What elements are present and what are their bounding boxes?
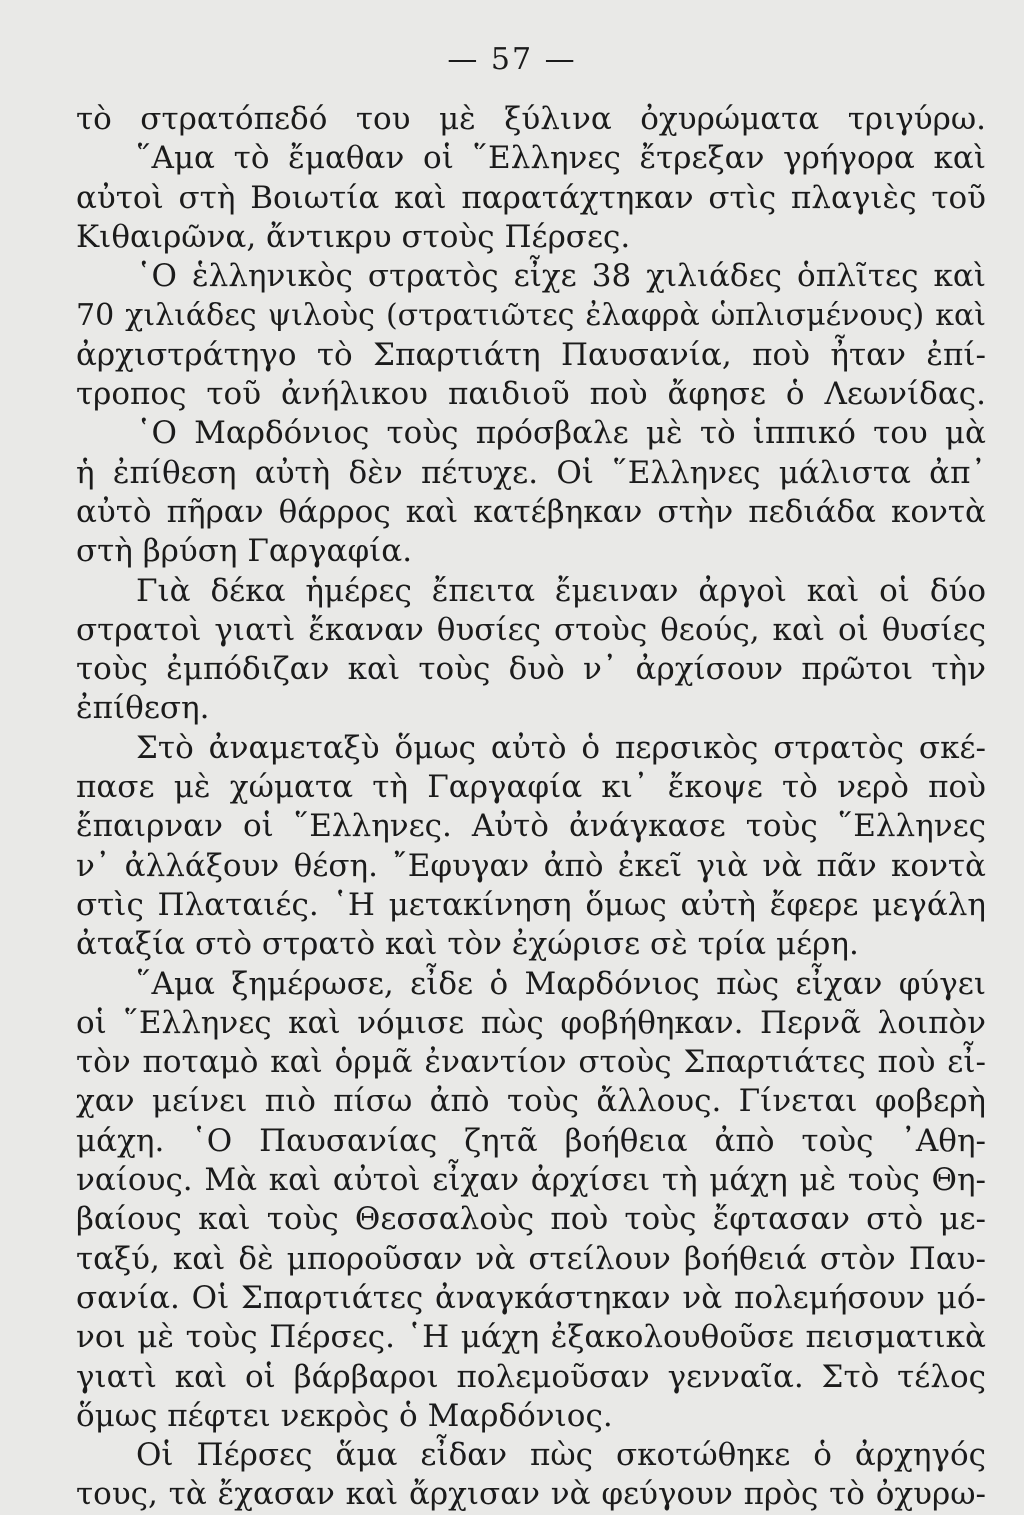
text-line: πασε μὲ χώματα τὴ Γαργαφία κι᾽ ἔκοψε τὸ νερὸ ποὺ — [76, 769, 986, 806]
text-line: τους, τὰ ἔχασαν καὶ ἄρχισαν νὰ φεύγουν πρὸς τὸ ὀχυρω- — [76, 1476, 986, 1513]
text-line: ῾Ο Μαρδόνιος τοὺς πρόσβαλε μὲ τὸ ἱππικό του μὰ — [136, 415, 986, 452]
text-line: 70 χιλιάδες ψιλοὺς (στρατιῶτες ἐλαφρὰ ὡπλισμένους) καὶ — [76, 298, 986, 334]
text-line: ν᾽ ἀλλάξουν θέση. ῎Εφυγαν ἀπὸ ἐκεῖ γιὰ νὰ πᾶν κοντὰ — [76, 847, 986, 884]
text-line: ῞Αμα τὸ ἔμαθαν οἱ ῞Ελληνες ἔτρεξαν γρήγορα καὶ — [136, 140, 986, 177]
text-line: αὐτοὶ στὴ Βοιωτία καὶ παρατάχτηκαν στὶς πλαγιὲς τοῦ — [76, 179, 986, 216]
body-text — [76, 100, 986, 1515]
text-line: Κιθαιρῶνα, ἄντικρυ στοὺς Πέρσες. — [76, 218, 631, 255]
text-line: τροπος τοῦ ἀνήλικου παιδιοῦ ποὺ ἄφησε ὁ Λεωνίδας. — [76, 376, 986, 413]
text-line: οἱ ῞Ελληνες καὶ νόμισε πὼς φοβήθηκαν. Περνᾶ λοιπὸν — [76, 1004, 986, 1041]
text-line: μάχη. ῾Ο Παυσανίας ζητᾶ βοήθεια ἀπὸ τοὺς ᾽Αθη- — [76, 1122, 986, 1159]
text-line: ῞Αμα ξημέρωσε, εἶδε ὁ Μαρδόνιος πὼς εἶχαν φύγει — [136, 965, 986, 1002]
text-line: στρατοὶ γιατὶ ἔκαναν θυσίες στοὺς θεούς, καὶ οἱ θυσίες — [76, 611, 986, 648]
text-line: Οἱ Πέρσες ἅμα εἶδαν πὼς σκοτώθηκε ὁ ἀρχηγός — [136, 1437, 986, 1474]
text-line: χαν μείνει πιὸ πίσω ἀπὸ τοὺς ἄλλους. Γίνεται φοβερὴ — [76, 1083, 986, 1120]
text-line: ναίους. Μὰ καὶ αὐτοὶ εἶχαν ἀρχίσει τὴ μάχη μὲ τοὺς Θη- — [76, 1162, 986, 1199]
text-line: ἔπαιρναν οἱ ῞Ελληνες. Αὐτὸ ἀνάγκασε τοὺς ῞Ελληνες — [76, 808, 986, 845]
text-line: στὶς Πλαταιές. ῾Η μετακίνηση ὅμως αὐτὴ ἔφερε μεγάλη — [76, 886, 986, 923]
text-line: ἀταξία στὸ στρατὸ καὶ τὸν ἐχώρισε σὲ τρία μέρη. — [76, 926, 859, 963]
text-line: ῾Ο ἑλληνικὸς στρατὸς εἶχε 38 χιλιάδες ὁπλῖτες καὶ — [136, 258, 986, 295]
page-number: — 57 — — [447, 42, 577, 77]
text-line: ἡ ἐπίθεση αὐτὴ δὲν πέτυχε. Οἱ ῞Ελληνες μάλιστα ἀπ᾽ — [76, 454, 986, 491]
text-line: ταξύ, καὶ δὲ μποροῦσαν νὰ στείλουν βοήθειά στὸν Παυ- — [76, 1240, 986, 1277]
text-line: ὅμως πέφτει νεκρὸς ὁ Μαρδόνιος. — [76, 1397, 613, 1434]
text-line: σανία. Οἱ Σπαρτιάτες ἀναγκάστηκαν νὰ πολεμήσουν μό- — [76, 1279, 986, 1316]
text-line: στὴ βρύση Γαργαφία. — [76, 533, 413, 570]
text-line: Γιὰ δέκα ἡμέρες ἔπειτα ἔμειναν ἀργοὶ καὶ οἱ δύο — [136, 572, 986, 609]
text-line: γιατὶ καὶ οἱ βάρβαροι πολεμοῦσαν γενναῖα. Στὸ τέλος — [76, 1358, 986, 1395]
text-line: νοι μὲ τοὺς Πέρσες. ῾Η μάχη ἐξακολουθοῦσε πεισματικὰ — [76, 1319, 986, 1356]
text-line: τὸ στρατόπεδό του μὲ ξύλινα ὀχυρώματα τριγύρω. — [76, 101, 986, 137]
text-line: ἐπίθεση. — [76, 690, 210, 727]
text-line: βαίους καὶ τοὺς Θεσσαλοὺς ποὺ τοὺς ἔφτασαν στὸ με- — [76, 1201, 986, 1238]
text-line: τοὺς ἐμπόδιζαν καὶ τοὺς δυὸ ν᾽ ἀρχίσουν πρῶτοι τὴν — [76, 651, 986, 688]
text-line: τὸν ποταμὸ καὶ ὁρμᾶ ἐναντίον στοὺς Σπαρτιάτες ποὺ εἶ- — [76, 1044, 986, 1081]
text-line: αὐτὸ πῆραν θάρρος καὶ κατέβηκαν στὴν πεδιάδα κοντὰ — [76, 493, 986, 530]
text-line: ἀρχιστράτηγο τὸ Σπαρτιάτη Παυσανία, ποὺ ἦταν ἐπί- — [76, 336, 986, 373]
text-line: Στὸ ἀναμεταξὺ ὅμως αὐτὸ ὁ περσικὸς στρατὸς σκέ- — [136, 729, 986, 766]
